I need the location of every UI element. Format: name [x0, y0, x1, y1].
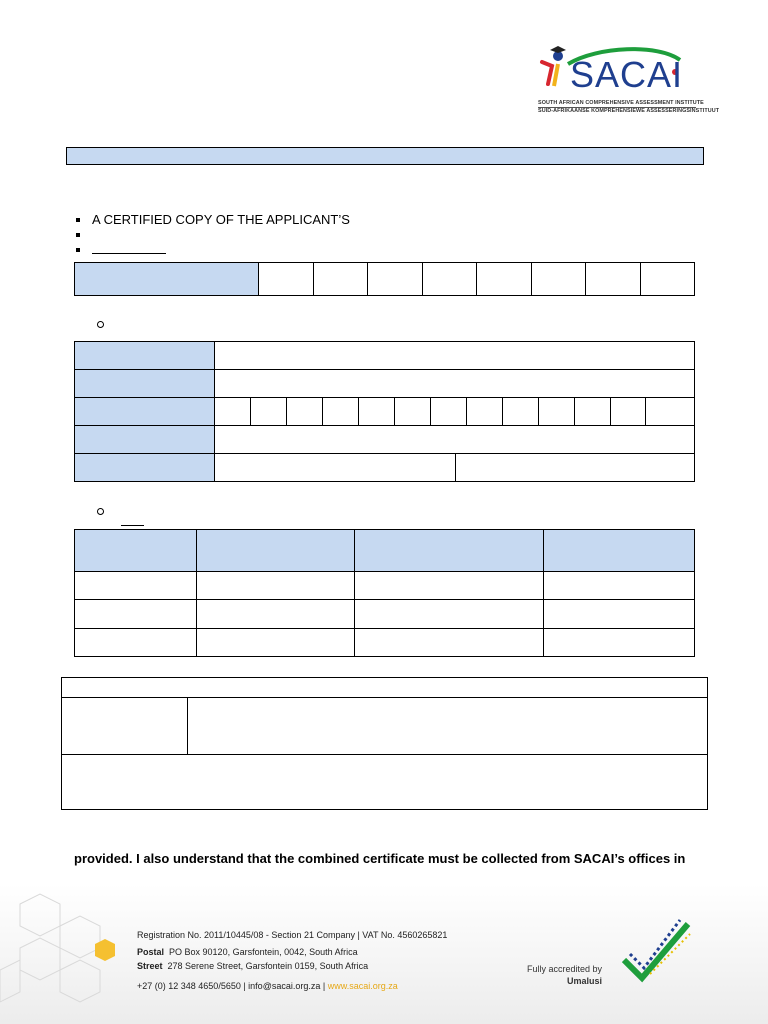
logo-subtitle-en: SOUTH AFRICAN COMPREHENSIVE ASSESSMENT INSTITUTE [538, 100, 704, 106]
office-use-box [61, 677, 708, 810]
street-label: Street [137, 961, 163, 971]
table-cell[interactable] [544, 572, 695, 600]
table-cell[interactable] [355, 572, 544, 600]
label-column [75, 342, 215, 481]
id-digit-cell[interactable] [259, 263, 314, 296]
footer-contact-block [137, 927, 447, 995]
table-cell[interactable] [197, 629, 355, 657]
logo-subtitle-af: SUID-AFRIKAANSE KOMPREHENSIEWE ASSESSERINGSINSTITUUT [538, 108, 720, 114]
square-bullet-icon [76, 248, 80, 252]
table-header-cell [355, 530, 544, 572]
bullet-item [76, 227, 92, 242]
postal-label: Postal [137, 947, 165, 957]
digit-divider [466, 398, 467, 425]
row-divider [75, 425, 694, 426]
row-divider [75, 369, 694, 370]
digit-divider [322, 398, 323, 425]
digit-divider [610, 398, 611, 425]
table-header-cell [75, 530, 197, 572]
id-number-table [74, 262, 695, 296]
umalusi-text: Umalusi [567, 976, 603, 986]
digit-divider [250, 398, 251, 425]
table-cell[interactable] [544, 600, 695, 629]
underline-mark [121, 525, 144, 526]
bullet-item [76, 212, 350, 227]
table-cell[interactable] [355, 629, 544, 657]
table-cell[interactable] [544, 629, 695, 657]
records-table [74, 529, 695, 657]
table-cell[interactable] [75, 629, 197, 657]
id-digit-cell[interactable] [477, 263, 532, 296]
table-header-cell [544, 530, 695, 572]
id-digit-cell[interactable] [640, 263, 695, 296]
table-cell[interactable] [197, 600, 355, 629]
cell-divider [455, 454, 456, 481]
digit-divider [286, 398, 287, 425]
id-label-cell [75, 263, 259, 296]
table-cell[interactable] [197, 572, 355, 600]
digit-divider [394, 398, 395, 425]
contact-text: +27 (0) 12 348 4650/5650 | info@sacai.org.za | [137, 981, 326, 991]
registration-text: Registration No. 2011/10445/08 - Section 21 Company | VAT No. 4560265821 [137, 930, 448, 940]
declaration-text: provided. I also understand that the combined certificate must be collected from SACAI’s offices in [74, 851, 686, 866]
section-header-bar [66, 147, 704, 165]
bullet-text: A CERTIFIED COPY OF THE APPLICANT’S [92, 212, 350, 227]
square-bullet-icon [76, 233, 80, 237]
postal-address: PO Box 90120, Garsfontein, 0042, South Africa [169, 947, 358, 957]
logo-wordmark: SACAI [570, 54, 684, 95]
street-line [137, 958, 447, 975]
sacai-logo [538, 44, 720, 116]
digit-divider [538, 398, 539, 425]
id-digit-cell[interactable] [531, 263, 586, 296]
row-divider [62, 754, 707, 755]
id-digit-cell[interactable] [422, 263, 477, 296]
website-link[interactable]: www.sacai.org.za [327, 981, 398, 991]
digit-divider [358, 398, 359, 425]
row-divider [75, 397, 694, 398]
id-digit-cell[interactable] [586, 263, 641, 296]
table-cell[interactable] [75, 600, 197, 629]
square-bullet-icon [76, 218, 80, 222]
street-address: 278 Serene Street, Garsfontein 0159, South Africa [167, 961, 369, 971]
id-digit-cell[interactable] [313, 263, 368, 296]
table-header-cell [197, 530, 355, 572]
contact-line [137, 978, 447, 995]
id-digit-cell[interactable] [368, 263, 423, 296]
table-cell[interactable] [75, 572, 197, 600]
digit-divider [430, 398, 431, 425]
row-divider [75, 453, 694, 454]
digit-divider [574, 398, 575, 425]
accredited-text: Fully accredited by [527, 964, 603, 974]
applicant-details-table [74, 341, 695, 482]
circle-bullet-icon [97, 508, 104, 515]
table-cell[interactable] [355, 600, 544, 629]
hexagon-pattern-icon [0, 884, 150, 1024]
digit-divider [502, 398, 503, 425]
umalusi-check-icon [620, 914, 695, 989]
accreditation-block [527, 963, 602, 987]
bullet-item [76, 242, 92, 257]
digit-divider [645, 398, 646, 425]
cell-divider [187, 698, 188, 754]
signature-blank-line [92, 253, 166, 254]
row-divider [62, 697, 707, 698]
circle-bullet-icon [97, 321, 104, 328]
